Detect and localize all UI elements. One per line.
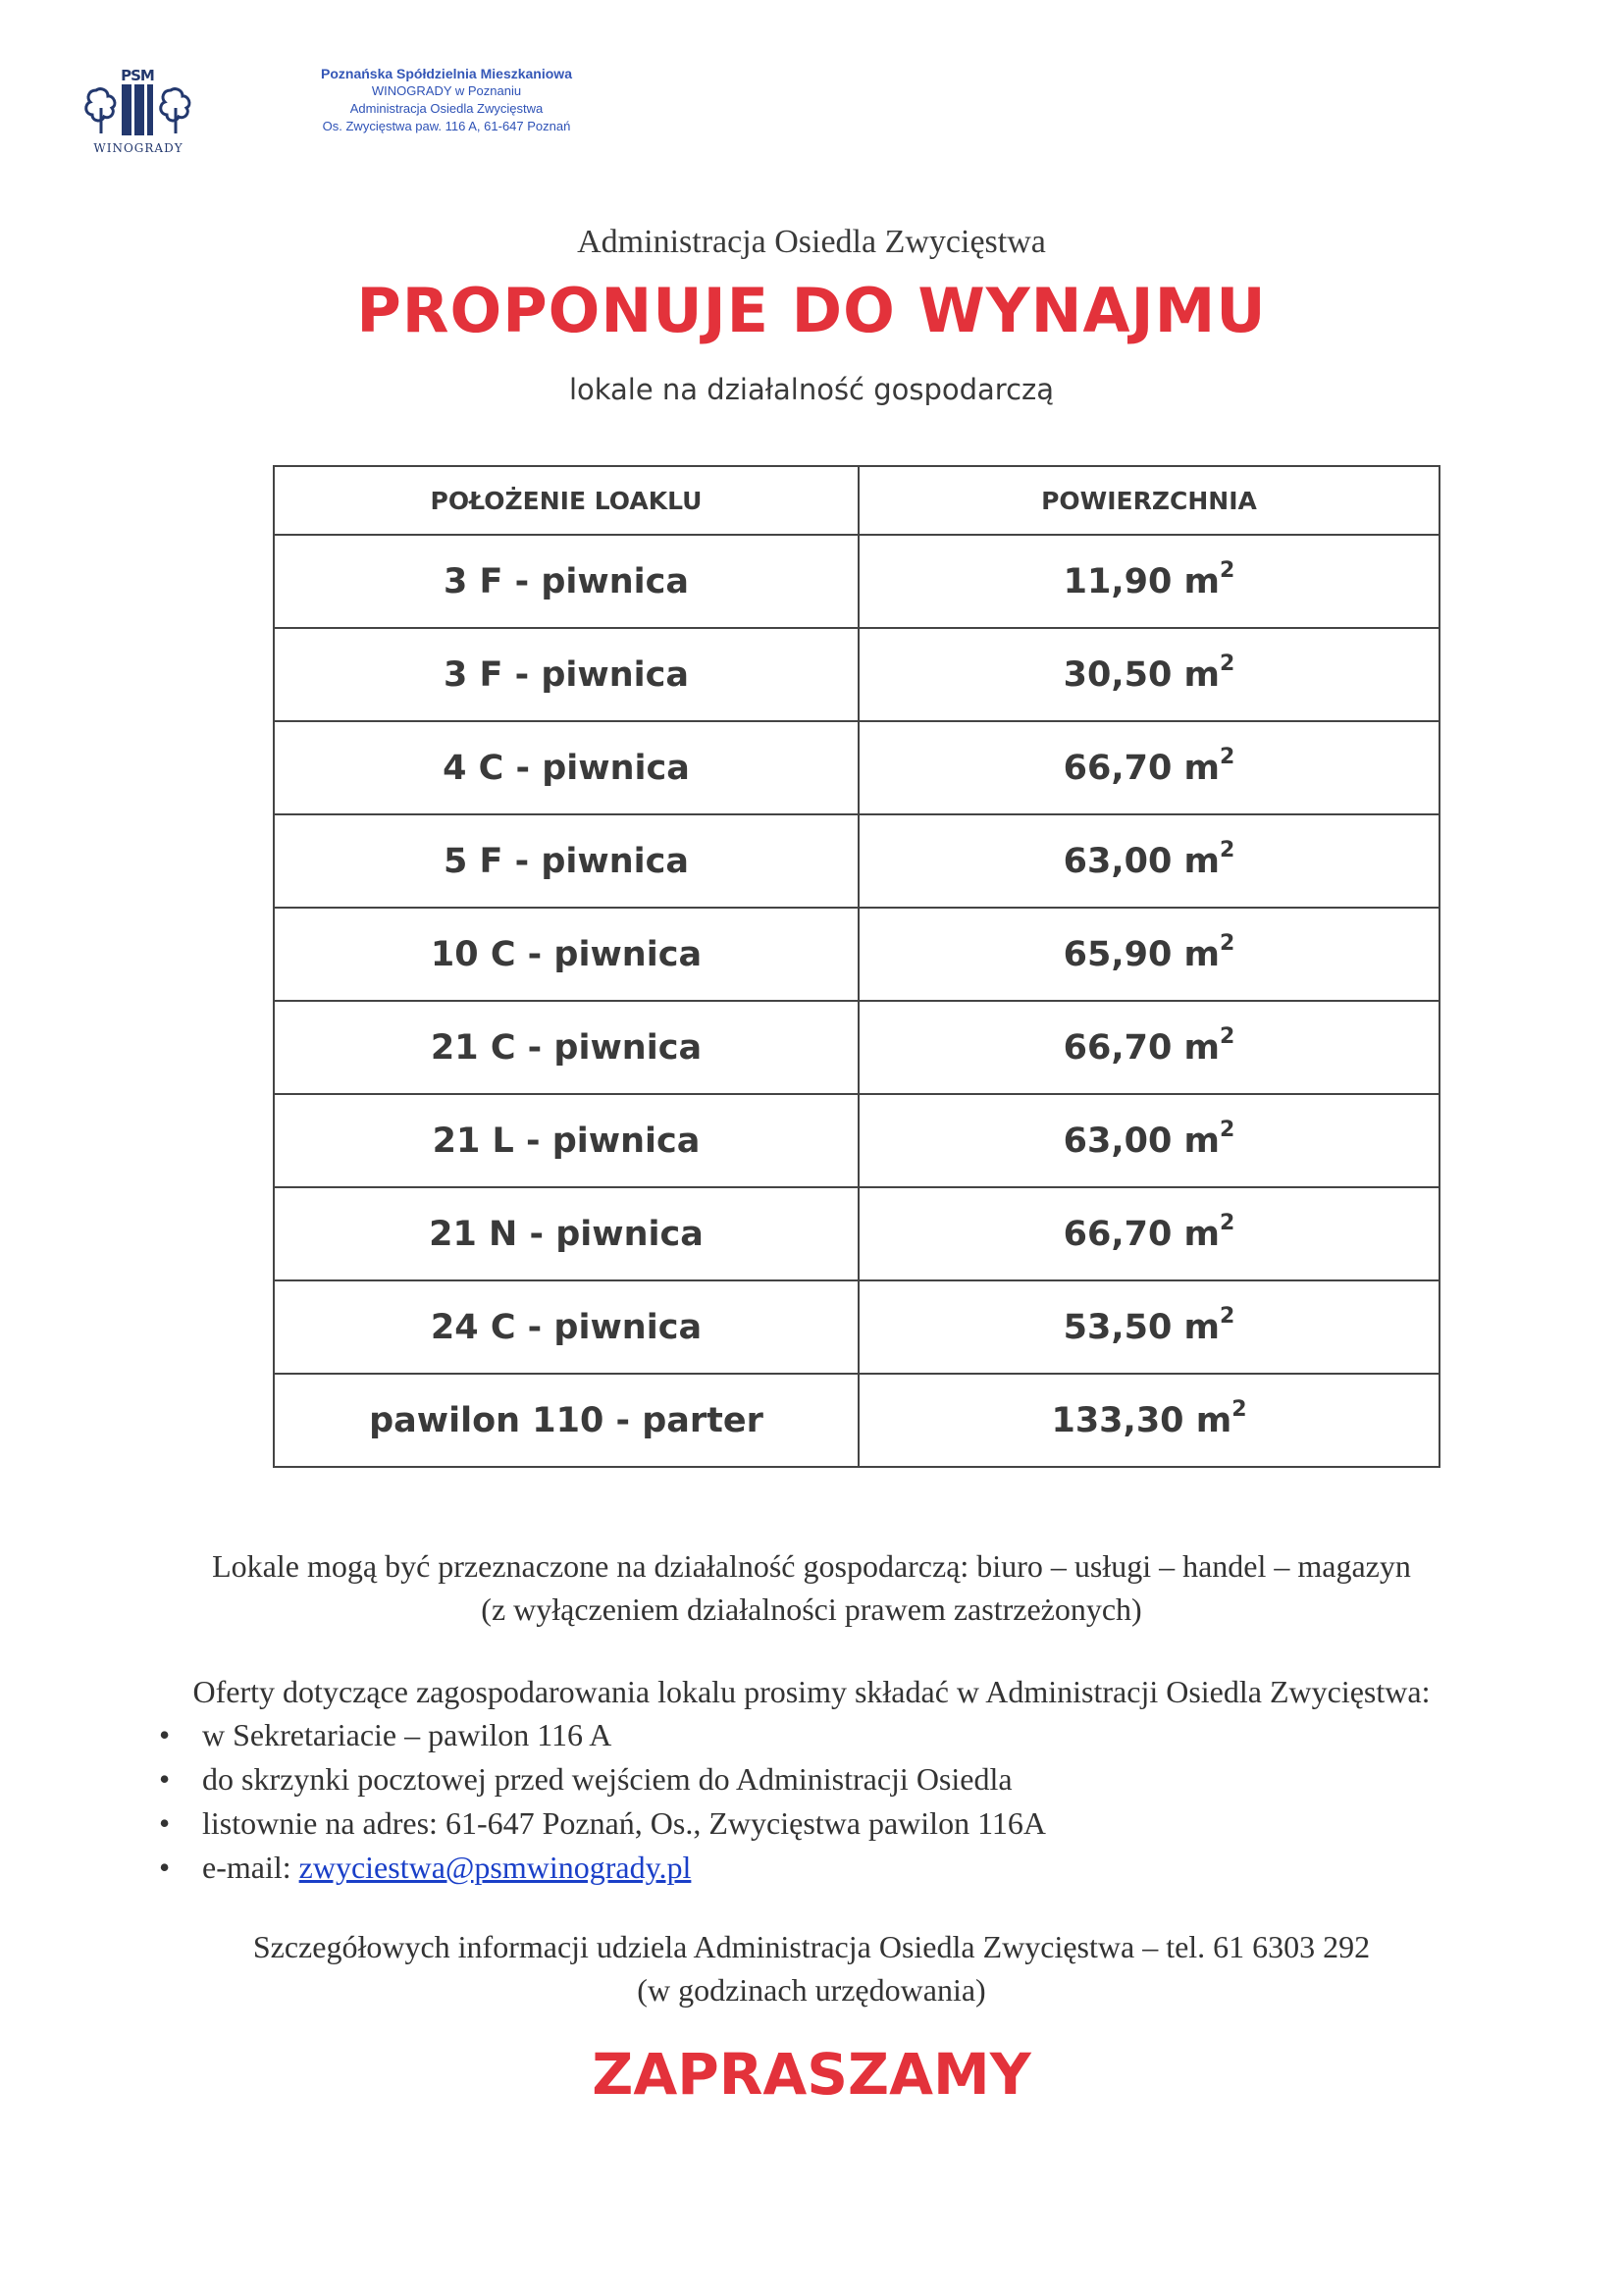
cooperative-logo [75,61,202,159]
bullet-icon: • [159,1805,171,1841]
office-hours-note: (w godzinach urzędowania) [637,1972,986,2008]
area-cell [859,628,1440,721]
area-unit-exponent: 2 [1220,651,1235,676]
area-value: 63,00 [1063,1121,1173,1161]
area-value: 66,70 [1063,1027,1173,1068]
premises-table [273,465,1440,1468]
list-item [159,1801,1623,1846]
logo-monogram: PSM [121,67,154,84]
bullet-icon: • [159,1850,171,1885]
area-unit-exponent: 2 [1220,1303,1235,1329]
area-unit-exponent: 2 [1220,930,1235,956]
area-value: 11,90 [1063,561,1173,601]
location-cell: 24 C - piwnica [274,1280,859,1374]
organization-name: Poznańska Spółdzielnia Mieszkaniowa [321,66,572,81]
table-row [274,814,1440,908]
area-value: 65,90 [1063,934,1173,974]
area-unit-exponent: 2 [1231,1396,1247,1422]
location-cell: 21 L - piwnica [274,1094,859,1187]
tree-building-logo-icon [75,61,202,139]
area-unit: m [1183,654,1221,695]
logo-wordmark: WINOGRADY [93,141,183,155]
location-cell: 10 C - piwnica [274,908,859,1001]
usage-line: Lokale mogą być przeznaczone na działalność gospodarczą: biuro – usługi – handel – magazyn [212,1548,1411,1584]
column-header-location: POŁOŻENIE LOAKLU [274,466,859,535]
table-header-row [274,466,1440,535]
area-cell [859,1001,1440,1094]
area-unit-exponent: 2 [1220,1210,1235,1235]
usage-exclusion-line: (z wyłączeniem działalności prawem zastrzeżonych) [481,1592,1142,1627]
table-row [274,1187,1440,1280]
area-cell [859,814,1440,908]
contact-phone-line: Szczegółowych informacji udziela Administracja Osiedla Zwycięstwa – tel. 61 6303 292 [252,1929,1371,1964]
area-value: 63,00 [1063,841,1173,881]
area-value: 133,30 [1051,1400,1184,1440]
area-unit-exponent: 2 [1220,557,1235,583]
area-cell [859,721,1440,814]
bullet-icon: • [159,1761,171,1797]
area-value: 53,50 [1063,1307,1173,1347]
location-cell: 4 C - piwnica [274,721,859,814]
list-item-text: do skrzynki pocztowej przed wejściem do Administracji Osiedla [202,1761,1013,1797]
area-value: 66,70 [1063,1214,1173,1254]
offers-intro: Oferty dotyczące zagospodarowania lokalu prosimy składać w Administracji Osiedla Zwycięstwa: [192,1674,1431,1709]
location-cell: 21 C - piwnica [274,1001,859,1094]
table-row [274,535,1440,628]
organization-address: Os. Zwycięstwa paw. 116 A, 61-647 Poznań [322,119,571,133]
location-cell: pawilon 110 - parter [274,1374,859,1467]
email-label: e-mail: [202,1850,299,1885]
table-row [274,1094,1440,1187]
area-unit: m [1183,841,1221,881]
table-row [274,908,1440,1001]
list-item [159,1757,1623,1801]
organization-department: Administracja Osiedla Zwycięstwa [349,101,544,116]
offers-list [159,1713,1623,1890]
location-cell: 3 F - piwnica [274,628,859,721]
location-cell: 21 N - piwnica [274,1187,859,1280]
table-row [274,1280,1440,1374]
area-unit: m [1183,748,1221,788]
offers-section [0,1670,1623,1890]
column-header-area: POWIERZCHNIA [859,466,1440,535]
area-cell [859,908,1440,1001]
table-row [274,1001,1440,1094]
area-value: 30,50 [1063,654,1173,695]
area-unit-exponent: 2 [1220,1023,1235,1049]
area-cell [859,1187,1440,1280]
area-unit-exponent: 2 [1220,837,1235,862]
area-unit: m [1183,1307,1221,1347]
bullet-icon: • [159,1717,171,1752]
location-cell: 5 F - piwnica [274,814,859,908]
list-item-text: w Sekretariacie – pawilon 116 A [202,1717,612,1752]
organization-subname: WINOGRADY w Poznaniu [371,83,522,98]
area-value: 66,70 [1063,748,1173,788]
area-cell [859,1374,1440,1467]
area-cell [859,1280,1440,1374]
closing-invitation: ZAPRASZAMY [592,2041,1031,2108]
list-item [159,1713,1623,1757]
area-cell [859,1094,1440,1187]
table-body [274,535,1440,1467]
main-heading: PROPONUJE DO WYNAJMU [356,275,1267,346]
table-row [274,1374,1440,1467]
list-item [159,1846,1623,1890]
administration-title: Administracja Osiedla Zwycięstwa [577,224,1046,260]
organization-address-block [265,65,628,135]
area-unit: m [1183,1027,1221,1068]
area-unit-exponent: 2 [1220,744,1235,769]
area-unit: m [1183,1214,1221,1254]
area-unit: m [1195,1400,1232,1440]
area-cell [859,535,1440,628]
sub-heading: lokale na działalność gospodarczą [568,373,1055,406]
area-unit: m [1183,1121,1221,1161]
contact-info [0,1925,1623,2011]
table-row [274,721,1440,814]
list-item-text: listownie na adres: 61-647 Poznań, Os., Zwycięstwa pawilon 116A [202,1805,1046,1841]
area-unit: m [1183,561,1221,601]
table-row [274,628,1440,721]
location-cell: 3 F - piwnica [274,535,859,628]
area-unit-exponent: 2 [1220,1117,1235,1142]
email-link[interactable]: zwyciestwa@psmwinogrady.pl [298,1850,692,1885]
usage-paragraph [0,1544,1623,1631]
area-unit: m [1183,934,1221,974]
